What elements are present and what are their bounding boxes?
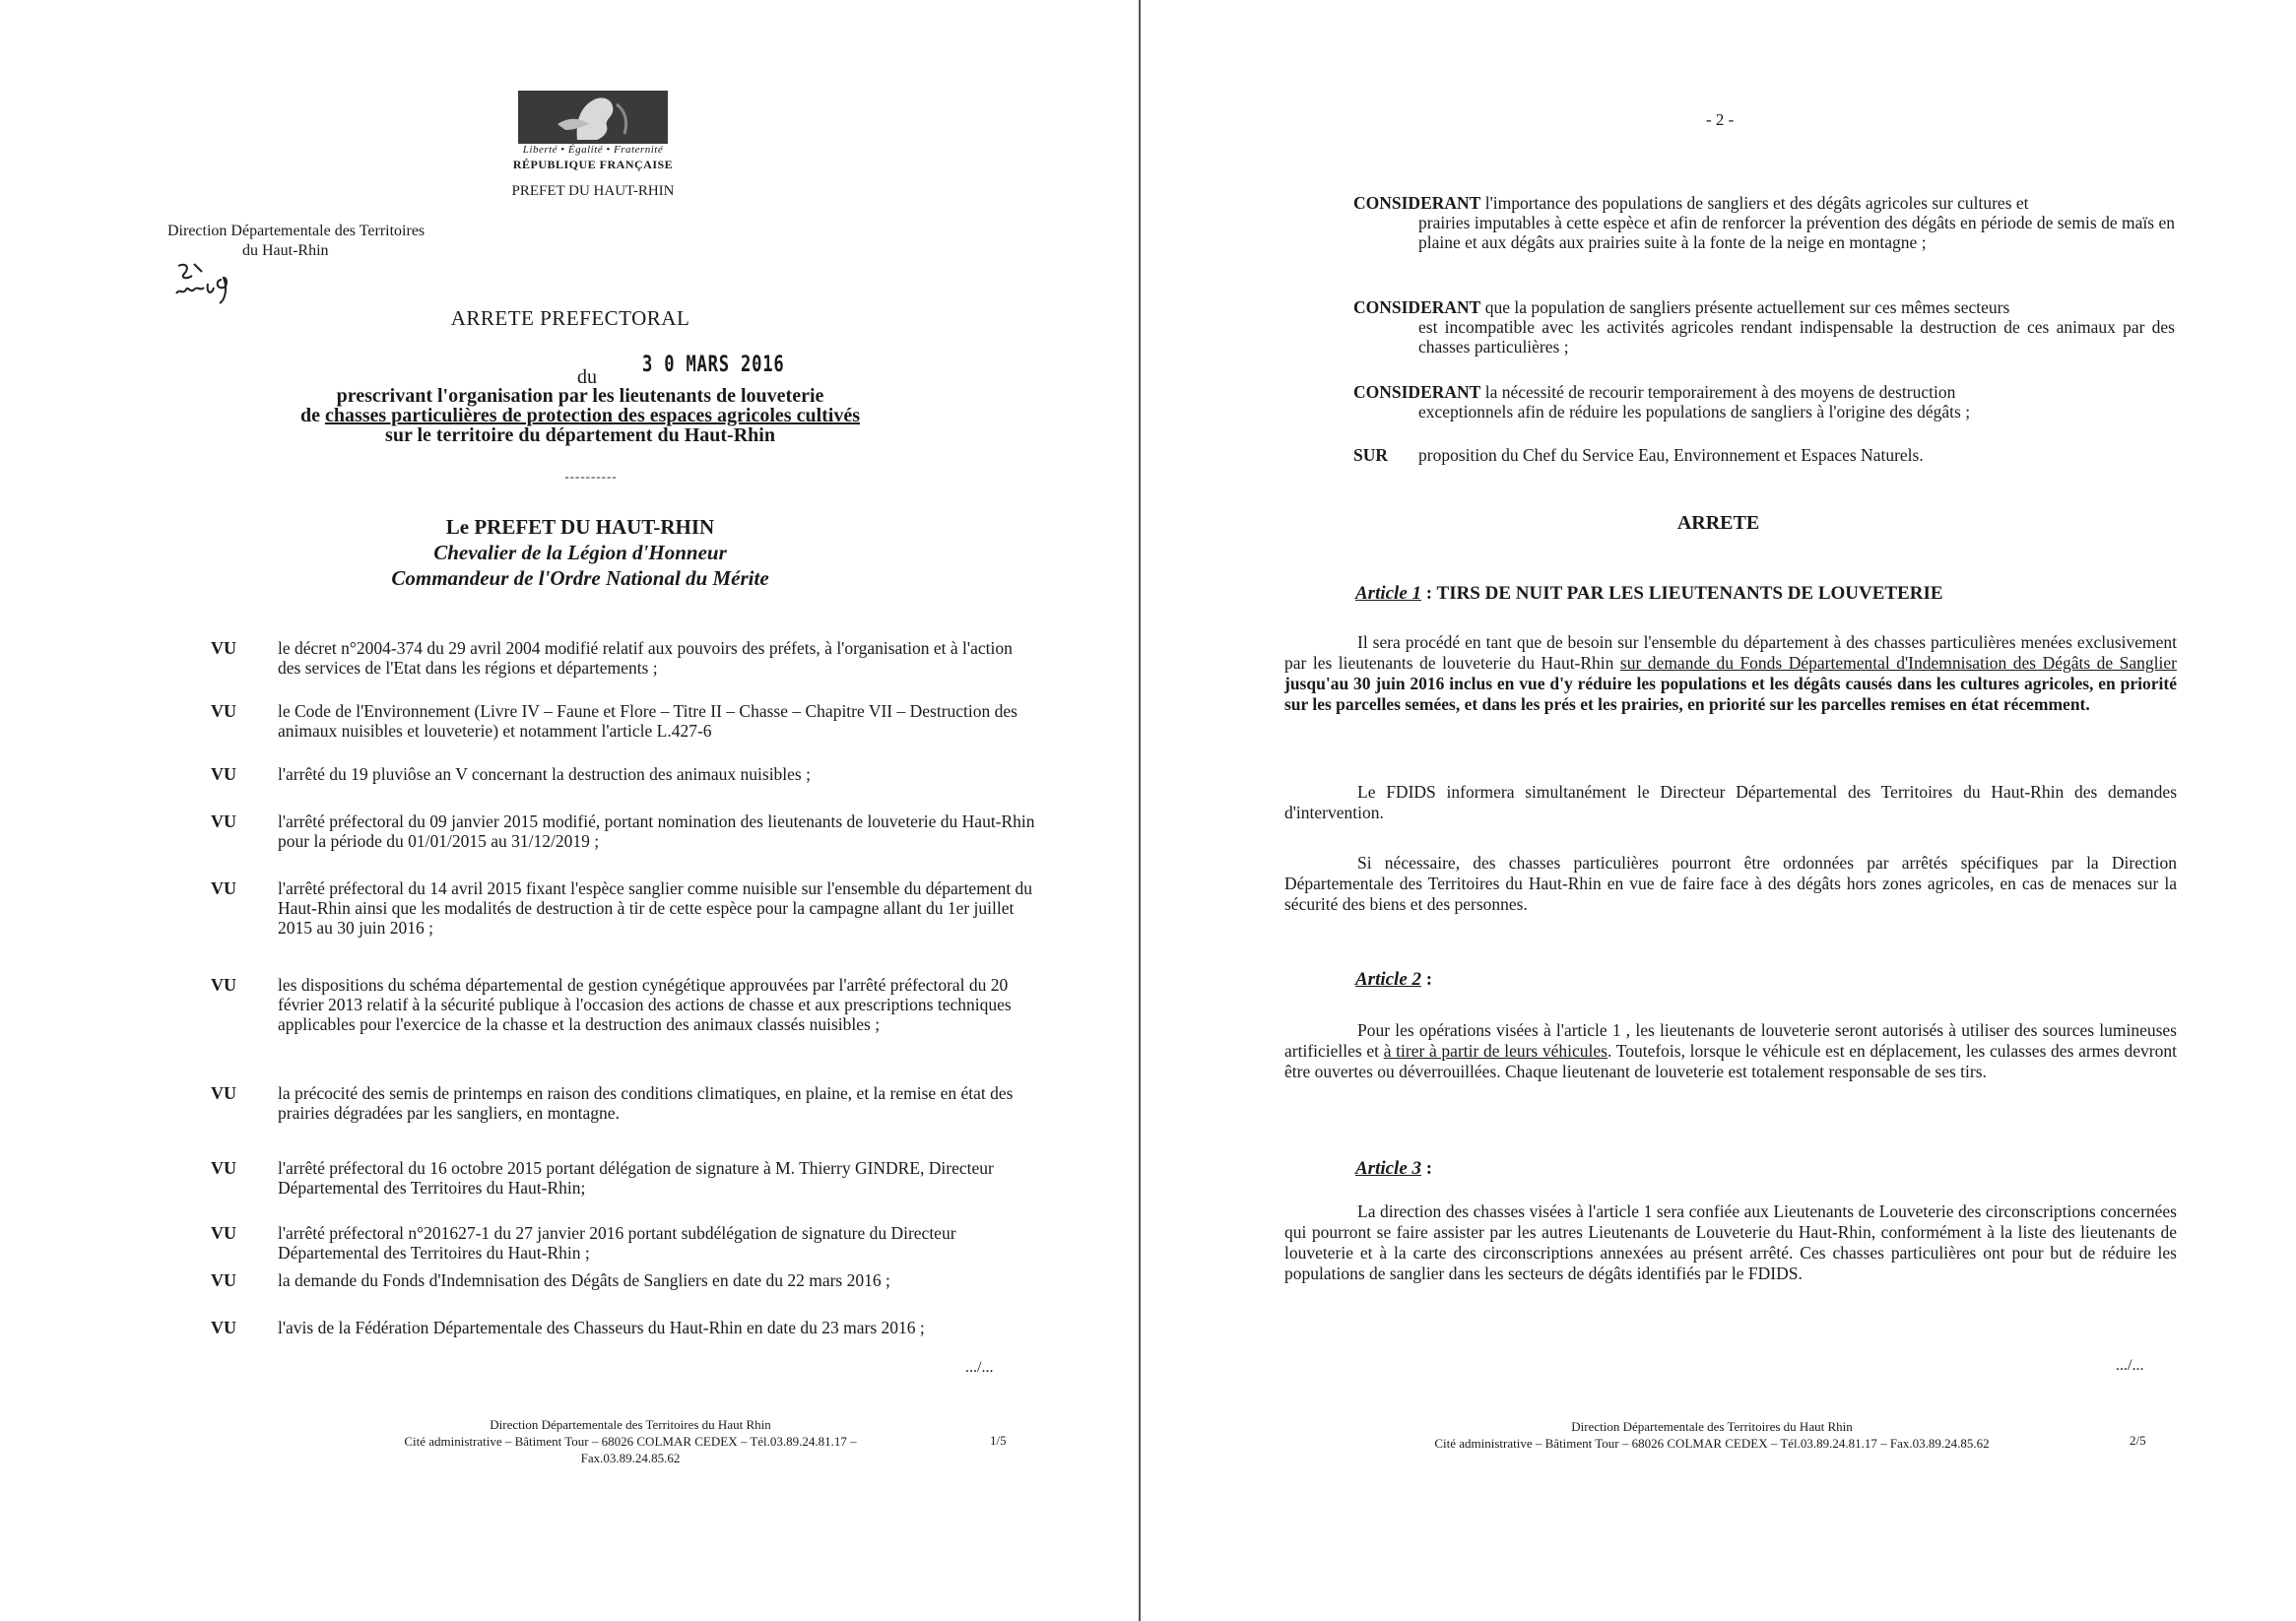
footer-line-1: Direction Départementale des Territoires du Haut Rhin xyxy=(490,1417,771,1432)
vu-text: les dispositions du schéma départemental de gestion cynégétique approuvées par l'arrêté préfectoral du 20 février 2013 relatif à la sécurité publique à l'occasion des actions de chasse et aux prescriptions techniques applicables pour l'exercice de la chasse et la destruction des animaux classés nuisibles ; xyxy=(278,975,1012,1034)
considerant-first-text: que la population de sangliers présente actuellement sur ces mêmes secteurs xyxy=(1480,297,2010,317)
vu-tag: VU xyxy=(211,811,236,831)
subject-prefix: de xyxy=(299,405,325,426)
article-2-paragraph-1 xyxy=(1284,1020,2177,1082)
arrete-heading: ARRETE xyxy=(1676,512,1760,534)
subject-line-2 xyxy=(0,406,1160,425)
document-page-2 xyxy=(1141,0,2296,1621)
article-label: Article 3 xyxy=(1355,1158,1422,1179)
considerant-keyword: CONSIDERANT xyxy=(1353,297,1481,317)
separator: ---------- xyxy=(564,469,618,484)
prefet-name: Le PREFET DU HAUT-RHIN xyxy=(445,515,715,539)
article-heading-text: : xyxy=(1421,969,1433,990)
article-heading-text: : TIRS DE NUIT PAR LES LIEUTENANTS DE LOUVETERIE xyxy=(1421,583,1943,604)
vu-tag: VU xyxy=(211,701,236,721)
article-1-paragraph-1 xyxy=(1284,632,2177,715)
paragraph-underlined: sur demande du Fonds Départemental d'Indemnisation des Dégâts de Sanglier xyxy=(1619,653,2177,673)
document-page-1 xyxy=(0,0,1141,1621)
vu-tag: VU xyxy=(211,1083,236,1103)
document-subject xyxy=(0,386,1160,445)
page-header-number: - 2 - xyxy=(1706,110,1735,129)
page-number: 2/5 xyxy=(2130,1433,2146,1448)
vu-tag: VU xyxy=(211,1270,236,1290)
paragraph-text: Il sera procédé en tant que de besoin sur l'ensemble du département à des chasses particulières menées exclusivement par les lieutenants de louveterie du Haut-Rhin xyxy=(1284,632,2177,673)
subject-line-3: sur le territoire du département du Haut-Rhin xyxy=(385,424,775,446)
considerant-first-line xyxy=(1353,382,2175,402)
article-1-paragraph-2: Le FDIDS informera simultanément le Directeur Départemental des Territoires du Haut-Rhin des demandes d'intervention. xyxy=(1284,782,2177,822)
considerant-first-text: l'importance des populations de sangliers et des dégâts agricoles sur cultures et xyxy=(1480,193,2029,213)
article-label: Article 1 xyxy=(1355,583,1422,604)
footer-line-2: Cité administrative – Bâtiment Tour – 68026 COLMAR CEDEX – Tél.03.89.24.81.17 – Fax.03.89.24.85.62 xyxy=(1434,1436,1990,1451)
vu-text: le décret n°2004-374 du 29 avril 2004 modifié relatif aux pouvoirs des préfets, à l'organisation et à l'action des services de l'Etat dans les régions et départements ; xyxy=(278,638,1013,678)
considerant-1 xyxy=(1353,193,2175,252)
article-3-title xyxy=(1355,1158,1432,1180)
vu-tag: VU xyxy=(211,1223,236,1243)
prefet-title-2: Commandeur de l'Ordre National du Mérite xyxy=(391,566,769,590)
article-heading-text: : xyxy=(1421,1158,1433,1179)
considerant-rest-text: exceptionnels afin de réduire les populations de sangliers à l'origine des dégâts ; xyxy=(1418,402,1971,421)
considerant-3 xyxy=(1353,382,2175,421)
vu-text: l'arrêté du 19 pluviôse an V concernant la destruction des animaux nuisibles ; xyxy=(278,764,811,784)
vu-tag: VU xyxy=(211,975,236,995)
considerant-first-text: la nécessité de recourir temporairement à des moyens de destruction xyxy=(1480,382,1956,402)
vu-text: le Code de l'Environnement (Livre IV – Faune et Flore – Titre II – Chasse – Chapitre VII – Destruction des animaux nuisibles et louveterie) et notamment l'article L.427-6 xyxy=(278,701,1017,741)
vu-tag: VU xyxy=(211,1318,236,1337)
prefet-block xyxy=(0,514,1160,591)
footer-line-2: Cité administrative – Bâtiment Tour – 68026 COLMAR CEDEX – Tél.03.89.24.81.17 – Fax.03.89.24.85.62 xyxy=(404,1434,857,1465)
prefet-header: PREFET DU HAUT-RHIN xyxy=(511,183,675,199)
marianne-logo xyxy=(518,91,668,144)
vu-text: la demande du Fonds d'Indemnisation des Dégâts de Sangliers en date du 22 mars 2016 ; xyxy=(278,1270,890,1290)
page-footer xyxy=(364,1416,896,1466)
considerant-rest-text: est incompatible avec les activités agricoles rendant indispensable la destruction de ces animaux par des chasses particulières ; xyxy=(1418,317,2175,357)
article-2-title xyxy=(1355,969,1432,991)
considerant-2 xyxy=(1353,297,2175,357)
republic-name: RÉPUBLIQUE FRANÇAISE xyxy=(512,158,674,171)
page-number: 1/5 xyxy=(990,1433,1007,1448)
direction-line-1: Direction Départementale des Territoires xyxy=(167,223,426,239)
date-stamp: 3 0 MARS 2016 xyxy=(642,353,785,377)
footer-line-1: Direction Départementale des Territoires du Haut Rhin xyxy=(1571,1419,1853,1434)
considerant-first-line xyxy=(1353,297,2175,317)
subject-underlined: chasses particulières de protection des espaces agricoles cultivés xyxy=(324,405,861,426)
vu-text: l'arrêté préfectoral n°201627-1 du 27 janvier 2016 portant subdélégation de signature du Directeur Départemental des Territoires du Haut-Rhin ; xyxy=(278,1223,956,1263)
sur-keyword: SUR xyxy=(1353,445,1389,465)
article-1-title xyxy=(1355,583,1943,605)
considerant-keyword: CONSIDERANT xyxy=(1353,382,1481,402)
vu-tag: VU xyxy=(211,878,236,898)
vu-tag: VU xyxy=(211,764,236,784)
considerant-rest-text: prairies imputables à cette espèce et afin de renforcer la prévention des dégâts en période de semis de maïs en plaine et aux dégâts aux prairies suite à la fonte de la neige en montagne ; xyxy=(1418,213,2175,252)
vu-text: l'arrêté préfectoral du 09 janvier 2015 modifié, portant nomination des lieutenants de louveterie du Haut-Rhin pour la période du 01/01/2015 au 31/12/2019 ; xyxy=(278,811,1035,851)
considerant-first-line xyxy=(1353,193,2175,213)
vu-tag: VU xyxy=(211,638,236,658)
paragraph-underlined: à tirer à partir de leurs véhicules xyxy=(1383,1041,1607,1061)
vu-text: l'arrêté préfectoral du 14 avril 2015 fixant l'espèce sanglier comme nuisible sur l'ensemble du département du Haut-Rhin ainsi que les modalités de destruction à tir de cette espèce pour la campagne allant du 1er juillet 2015 au 30 juin 2016 ; xyxy=(278,878,1033,938)
vu-tag: VU xyxy=(211,1158,236,1178)
sur-text: proposition du Chef du Service Eau, Environnement et Espaces Naturels. xyxy=(1418,445,1924,465)
article-label: Article 2 xyxy=(1355,969,1422,990)
vu-text: l'avis de la Fédération Départementale des Chasseurs du Haut-Rhin en date du 23 mars 2016 ; xyxy=(278,1318,925,1337)
handwritten-initials xyxy=(172,258,261,307)
republic-motto: Liberté • Égalité • Fraternité xyxy=(522,144,664,156)
subject-line-1: prescrivant l'organisation par les lieutenants de louveterie xyxy=(336,385,824,407)
article-3-paragraph-1: La direction des chasses visées à l'article 1 sera confiée aux Lieutenants de Louveterie des circonscriptions concernées qui pourront se faire assister par les autres Lieutenants de Louveterie du Haut-Rhin, conformément à la liste des lieutenants de louveterie et à la carte des circonscriptions annexées au présent arrêté. Ces chasses particulières ont pour but de réduire les populations de sanglier dans les secteurs de dégâts identifiés par le FDIDS. xyxy=(1284,1201,2177,1283)
prefet-title-1: Chevalier de la Légion d'Honneur xyxy=(433,541,727,564)
paragraph-bold: jusqu'au 30 juin 2016 inclus en vue d'y réduire les populations et les dégâts causés dans les cultures agricoles, en priorité sur les parcelles semées, et dans les prés et les prairies, en priorité sur les parcelles remises en état récemment. xyxy=(1284,674,2177,714)
page-footer xyxy=(1387,1418,2037,1452)
date-prefix: du xyxy=(577,366,597,388)
paragraph-text: . Toutefois, lorsque le véhicule est en déplacement, les culasses des armes devront être ouvertes ou déverrouillées. Chaque lieutenant de louveterie est totalement responsable de ses tirs. xyxy=(1284,1041,2177,1081)
considerant-keyword: CONSIDERANT xyxy=(1353,193,1481,213)
continuation-mark: .../... xyxy=(965,1359,994,1376)
sur-clause xyxy=(1353,445,1924,466)
paragraph-text: Pour les opérations visées à l'article 1 , les lieutenants de louveterie seront autorisés à utiliser des sources lumineuses artificielles et xyxy=(1284,1020,2177,1061)
direction-line-2: du Haut-Rhin xyxy=(242,242,329,259)
continuation-mark: .../... xyxy=(2116,1357,2144,1374)
document-title: ARRETE PREFECTORAL xyxy=(450,306,690,330)
vu-text: la précocité des semis de printemps en raison des conditions climatiques, en plaine, et la remise en état des prairies dégradées par les sangliers, en montagne. xyxy=(278,1083,1014,1123)
article-1-paragraph-3: Si nécessaire, des chasses particulières pourront être ordonnées par arrêtés spécifiques par la Direction Départementale des Territoires du Haut-Rhin en vue de faire face à des dégâts hors zones agricoles, en cas de menaces sur la sécurité des biens et des personnes. xyxy=(1284,853,2177,914)
vu-text: l'arrêté préfectoral du 16 octobre 2015 portant délégation de signature à M. Thierry GINDRE, Directeur Départemental des Territoires du Haut-Rhin; xyxy=(278,1158,994,1198)
